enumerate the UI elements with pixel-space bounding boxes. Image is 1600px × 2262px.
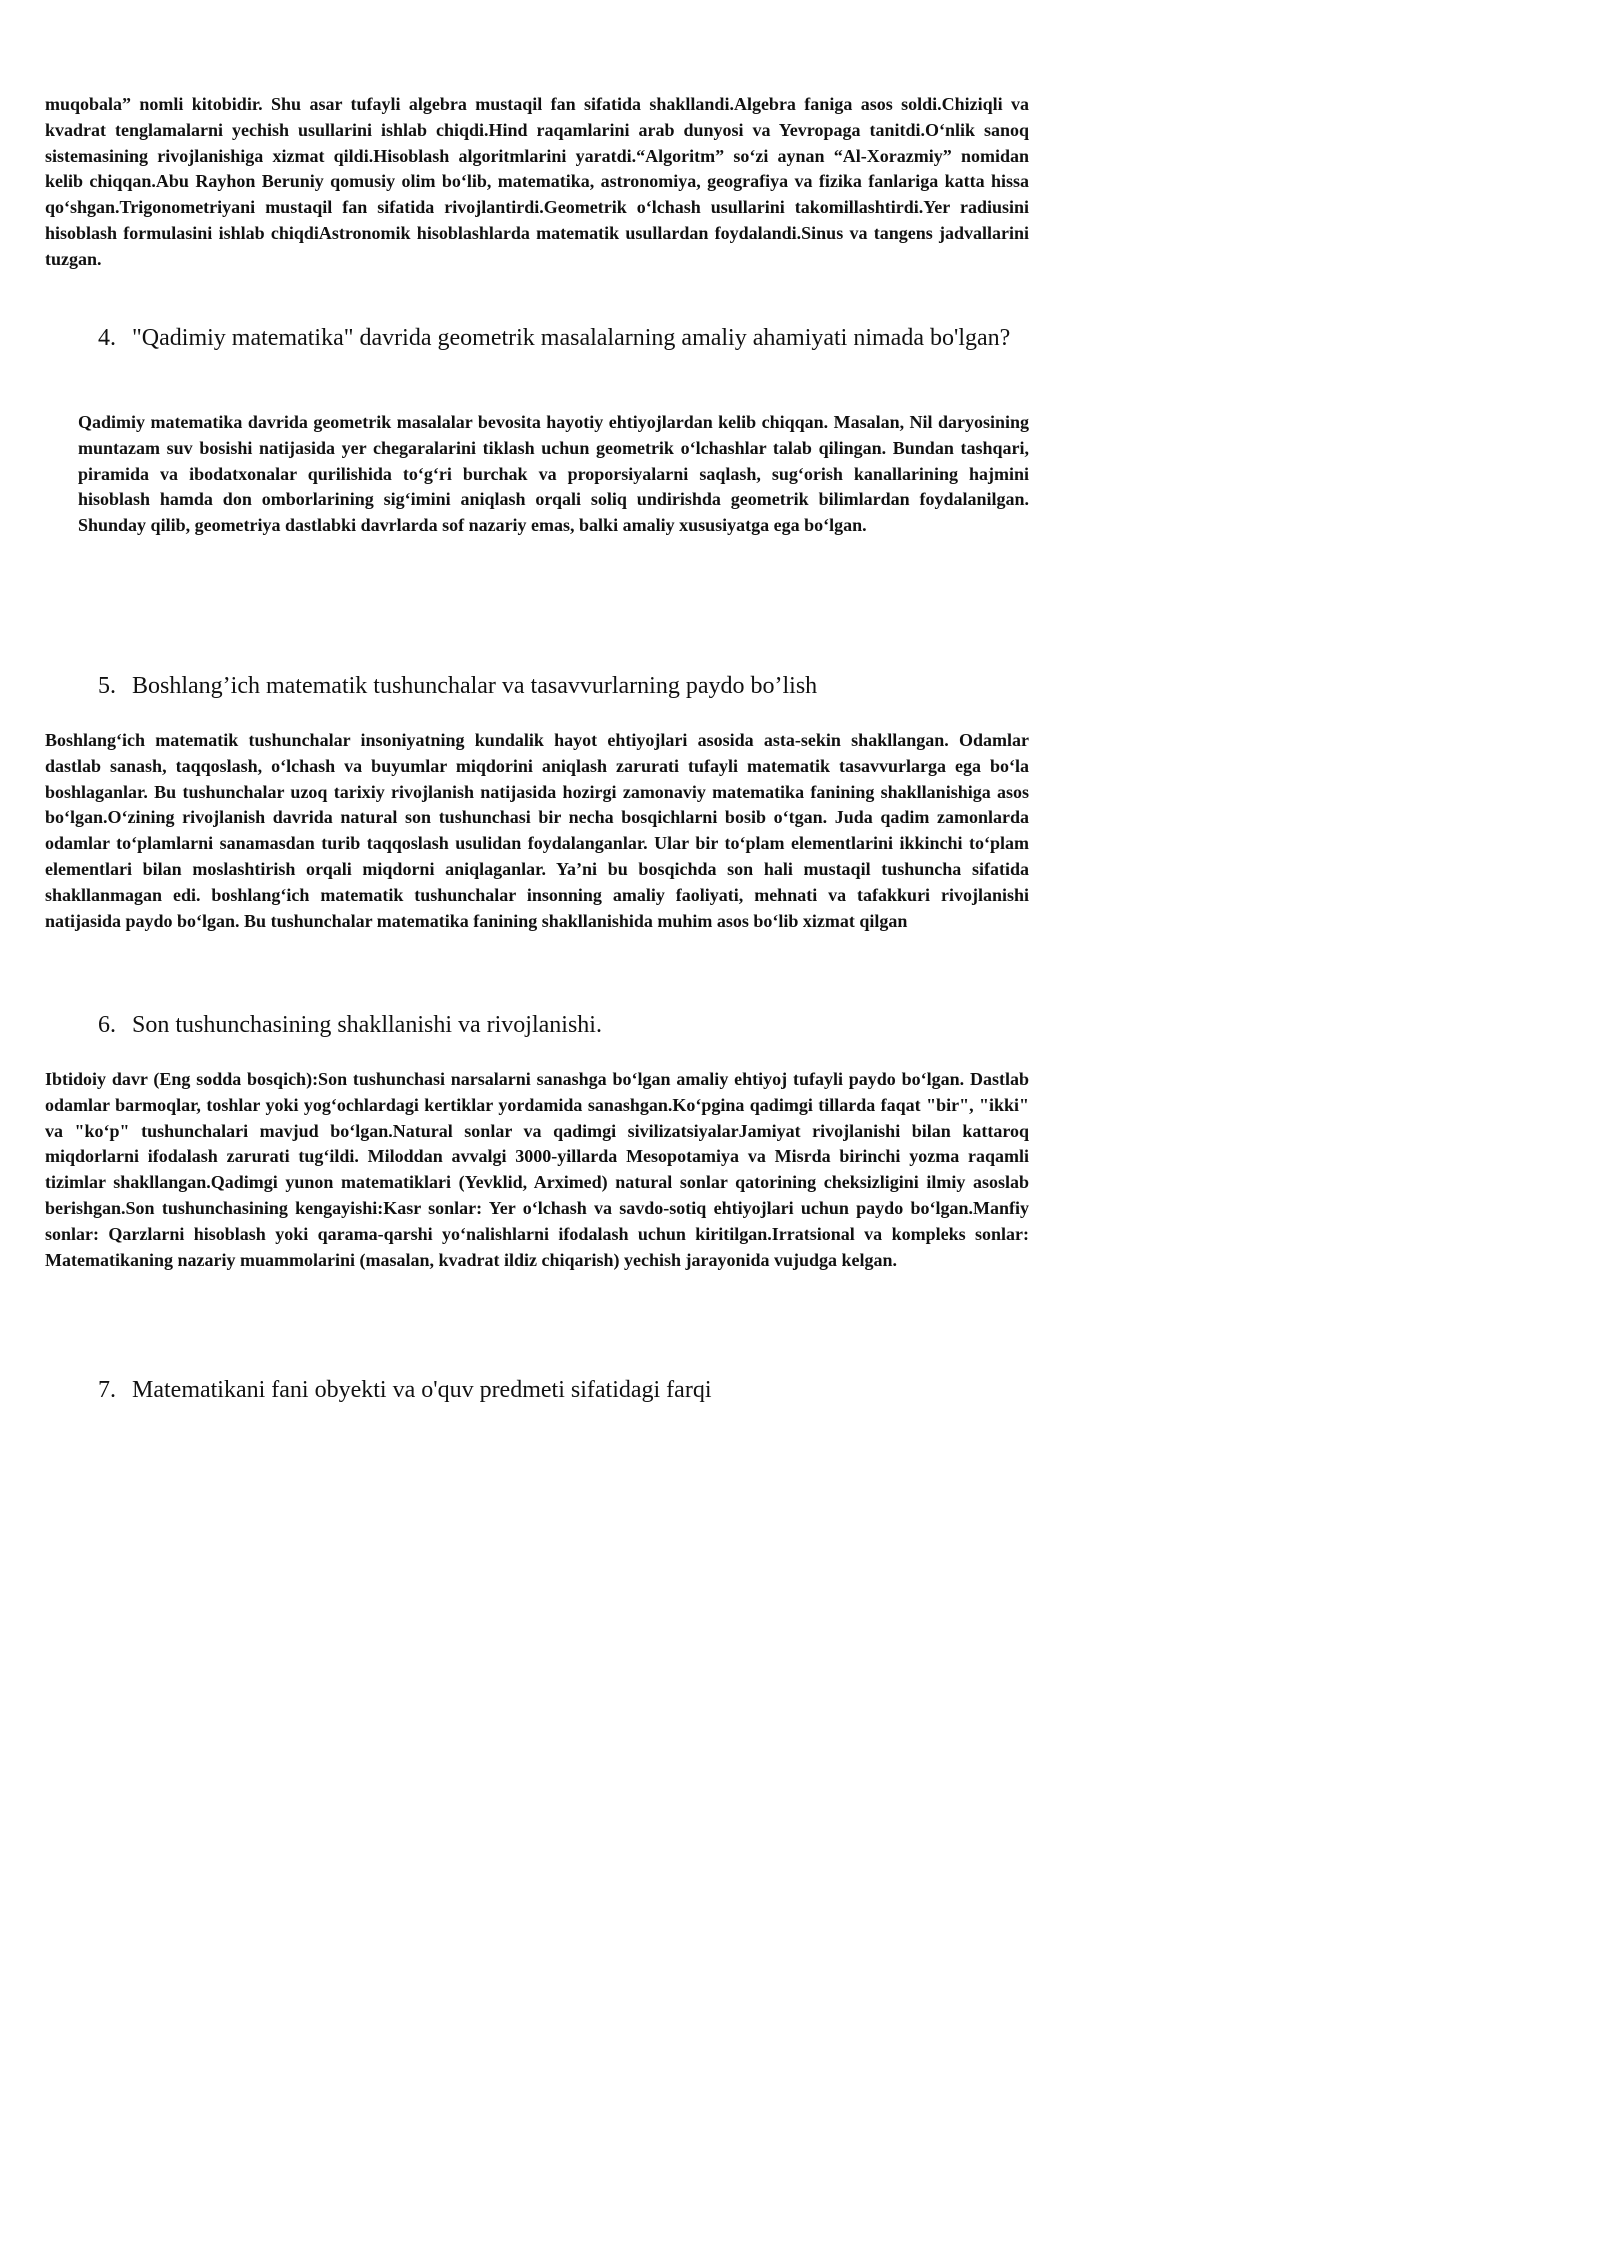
section-4-heading (98, 323, 1029, 354)
section-6-heading (98, 1010, 1029, 1041)
section-6-title: Son tushunchasining shakllanishi va rivojlanishi. (132, 1012, 602, 1038)
section-5-title: Boshlang’ich matematik tushunchalar va tasavvurlarning paydo bo’lish (132, 673, 818, 699)
section-5-body: Boshlang‘ich matematik tushunchalar insoniyatning kundalik hayot ehtiyojlari asosida asta-sekin shakllangan. Odamlar dastlab sanash, taqqoslash, o‘lchash va buyumlar miqdorini aniqlash zarurati tufayli matematik tasavvurlarga ega bo‘la boshlaganlar. Bu tushunchalar uzoq tarixiy rivojlanish natijasida hozirgi zamonaviy matematika fanining shakllanishiga asos bo‘lgan.O‘zining rivojlanish davrida natural son tushunchasi bir necha bosqichlarni bosib o‘tgan. Juda qadim zamonlarda odamlar to‘plamlarni sanamasdan turib taqqoslash usulidan foydalanganlar. Ular bir to‘plam elementlarini ikkinchi to‘plam elementlari bilan moslashtirish orqali miqdorni aniqlaganlar. Ya’ni bu bosqichda son hali mustaqil tushuncha sifatida shakllanmagan edi. boshlang‘ich matematik tushunchalar insonning amaliy faoliyati, mehnati va tafakkuri rivojlanishi natijasida paydo bo‘lgan. Bu tushunchalar matematika fanining shakllanishida muhim asos bo‘lib xizmat qilgan (45, 730, 1029, 931)
section-5-number: 5. (98, 673, 116, 699)
section-7-number: 7. (98, 1377, 116, 1403)
section-4-number: 4. (98, 325, 116, 351)
section-7-heading (98, 1375, 1029, 1406)
section-4-title: "Qadimiy matematika" davrida geometrik masalalarning amaliy ahamiyati nimada bo'lgan? (132, 325, 1011, 351)
intro-paragraph: muqobala” nomli kitobidir. Shu asar tufayli algebra mustaqil fan sifatida shakllandi.Algebra faniga asos soldi.Chiziqli va kvadrat tenglamalarni yechish usullarini ishlab chiqdi.Hind raqamlarini arab dunyosi va Yevropaga tanitdi.O‘nlik sanoq sistemasining rivojlanishiga xizmat qildi.Hisoblash algoritmlarini yaratdi.“Algoritm” so‘zi aynan “Al-Xorazmiy” nomidan kelib chiqqan.Abu Rayhon Beruniy qomusiy olim bo‘lib, matematika, astronomiya, geografiya va fizika fanlariga katta hissa qo‘shgan.Trigonometriyani mustaqil fan sifatida rivojlantirdi.Geometrik o‘lchash usullarini takomillashtirdi.Yer radiusini hisoblash formulasini ishlab chiqdiAstronomik hisoblashlarda matematik usullardan foydalandi.Sinus va tangens jadvallarini tuzgan. (45, 94, 1029, 269)
document-page (0, 0, 1100, 1555)
section-4-body: Qadimiy matematika davrida geometrik masalalar bevosita hayotiy ehtiyojlardan kelib chiqqan. Masalan, Nil daryosining muntazam suv bosishi natijasida yer chegaralarini tiklash uchun geometrik o‘lchashlar talab qilingan. Bundan tashqari, piramida va ibodatxonalar qurilishida to‘g‘ri burchak va proporsiyalarni saqlash, sug‘orish kanallarining hajmini hisoblash hamda don omborlarining sig‘imini aniqlash orqali soliq undirishda geometrik bilimlardan foydalanilgan. Shunday qilib, geometriya dastlabki davrlarda sof nazariy emas, balki amaliy xususiyatga ega bo‘lgan. (78, 412, 1029, 536)
section-6-body: Ibtidoiy davr (Eng sodda bosqich):Son tushunchasi narsalarni sanashga bo‘lgan amaliy ehtiyoj tufayli paydo bo‘lgan. Dastlab odamlar barmoqlar, toshlar yoki yog‘ochlardagi kertiklar yordamida sanashgan.Ko‘pgina qadimgi tillarda faqat "bir", "ikki" va "ko‘p" tushunchalari mavjud bo‘lgan.Natural sonlar va qadimgi sivilizatsiyalarJamiyat rivojlanishi bilan kattaroq miqdorlarni ifodalash zarurati tug‘ildi. Miloddan avvalgi 3000-yillarda Mesopotamiya va Misrda birinchi yozma raqamli tizimlar shakllangan.Qadimgi yunon matematiklari (Yevklid, Arximed) natural sonlar qatorining cheksizligini ilmiy asoslab berishgan.Son tushunchasining kengayishi:Kasr sonlar: Yer o‘lchash va savdo-sotiq ehtiyojlari uchun paydo bo‘lgan.Manfiy sonlar: Qarzlarni hisoblash yoki qarama-qarshi yo‘nalishlarni ifodalash uchun kiritilgan.Irratsional va kompleks sonlar: Matematikaning nazariy muammolarini (masalan, kvadrat ildiz chiqarish) yechish jarayonida vujudga kelgan. (45, 1069, 1029, 1270)
section-5-heading (98, 671, 1029, 702)
section-7-title: Matematikani fani obyekti va o'quv predmeti sifatidagi farqi (132, 1377, 712, 1403)
section-6-number: 6. (98, 1012, 116, 1038)
